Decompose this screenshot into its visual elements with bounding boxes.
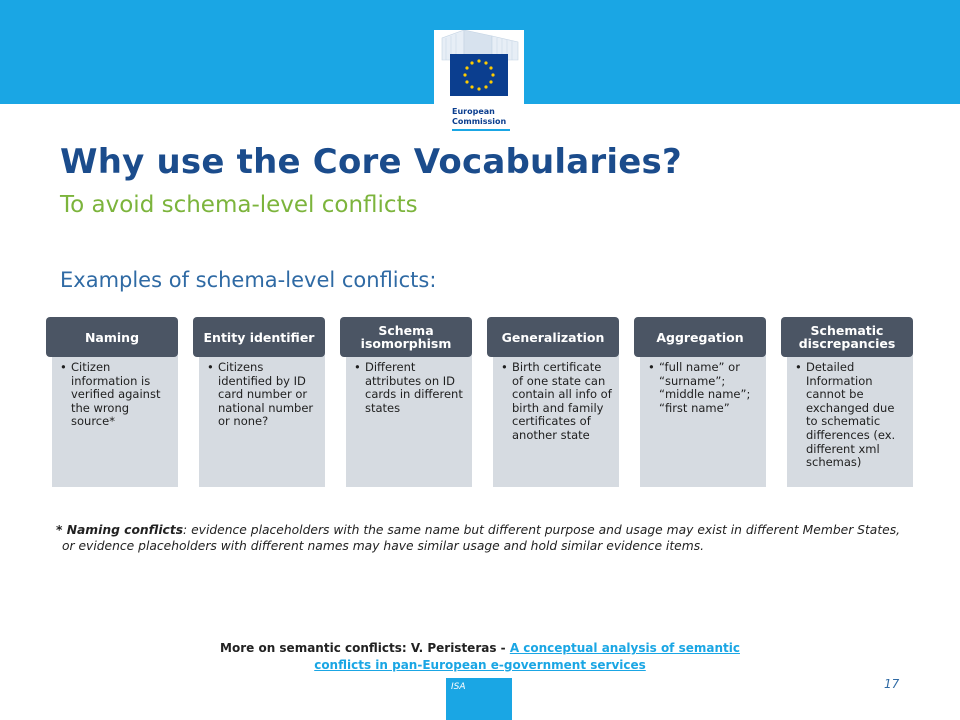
card-body: • Citizen information is verified against the wrong source* xyxy=(52,353,178,487)
isa-logo xyxy=(446,678,512,720)
isa-label: ISA xyxy=(451,682,466,692)
card-body: • Citizens identified by ID card number or national number or none? xyxy=(199,353,325,487)
more-reference xyxy=(160,640,800,674)
card-body: • “full name” or “surname”; “middle name”; “first name” xyxy=(640,353,766,487)
card-heading: Generalization xyxy=(487,317,619,357)
footnote xyxy=(56,522,916,554)
card-text: Citizens identified by ID card number or national number or none? xyxy=(218,360,314,429)
footnote-line1: : evidence placeholders with the same name but different purpose and usage may exist in different Member States, xyxy=(183,523,901,537)
card-heading: Schema isomorphism xyxy=(340,317,472,357)
card-text: Different attributes on ID cards in different states xyxy=(365,360,463,415)
card-text: “full name” or “surname”; “middle name”; “first name” xyxy=(659,360,751,415)
more-prefix: More on semantic conflicts: V. Peristeras - xyxy=(220,641,510,655)
card-text: Birth certificate of one state can contain all info of birth and family certificates of another state xyxy=(512,360,612,442)
card-body: • Different attributes on ID cards in different states xyxy=(346,353,472,487)
slide-subtitle: To avoid schema-level conflicts xyxy=(60,192,418,218)
footnote-line2: or evidence placeholders with different names may have similar usage and hold similar evidence items. xyxy=(62,539,705,553)
card-text: Detailed Information cannot be exchanged due to schematic differences (ex. different xml schemas) xyxy=(806,360,896,470)
footnote-marker: * Naming conflicts xyxy=(56,523,184,537)
reference-link-part1[interactable]: A conceptual analysis of semantic xyxy=(509,641,740,655)
card-heading: Schematic discrepancies xyxy=(781,317,913,357)
card-heading: Entity identifier xyxy=(193,317,325,357)
logo-text-european: European xyxy=(452,107,495,116)
card-body: • Birth certificate of one state can contain all info of birth and family certificates of another state xyxy=(493,353,619,487)
intro-text: Examples of schema-level conflicts: xyxy=(60,268,437,292)
page-number: 17 xyxy=(884,677,900,691)
european-commission-logo xyxy=(434,30,524,136)
card-body: • Detailed Information cannot be exchanged due to schematic differences (ex. different xml schemas) xyxy=(787,353,913,487)
card-text: Citizen information is verified against the wrong source* xyxy=(71,360,161,429)
card-heading: Naming xyxy=(46,317,178,357)
slide-title: Why use the Core Vocabularies? xyxy=(60,142,682,182)
logo-text-commission: Commission xyxy=(452,117,507,126)
reference-link-part2[interactable]: conflicts in pan-European e-government services xyxy=(314,658,646,672)
card-heading: Aggregation xyxy=(634,317,766,357)
